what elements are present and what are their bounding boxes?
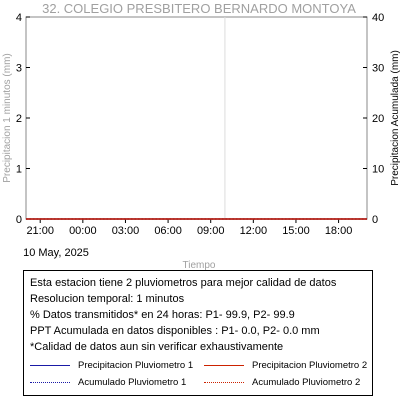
x-tick-label: 09:00 [196,225,225,237]
y-tick-label-right: 20 [372,113,385,125]
legend-swatch [204,382,244,383]
x-tick-label: 21:00 [26,225,54,237]
info-line-calidad: *Calidad de datos aun sin verificar exhaustivamente [30,341,284,353]
y-tick-label-left: 0 [15,214,22,226]
legend-item-acum-p2 [204,377,360,388]
x-tick-label: 03:00 [111,225,140,237]
y-axis-right-label: Precipitacion Acumulada (mm) [390,50,401,186]
info-line-pluviometros: Esta estacion tiene 2 pluviometros para mejor calidad de datos [30,277,337,289]
legend-item-acum-p1 [30,377,186,388]
chart-title: 32. COLEGIO PRESBITERO BERNARDO MONTOYA [42,1,356,16]
info-legend-box [23,270,373,396]
x-tick-label: 12:00 [239,225,268,237]
y-tick-label-left: 2 [15,113,22,125]
y-tick-label-left: 1 [15,163,22,176]
x-tick-label: 15:00 [282,225,310,237]
y-tick-label-left: 4 [15,12,22,24]
legend-swatch [204,365,244,366]
y-tick-label-left: 3 [15,62,22,75]
y-tick-label-right: 40 [372,12,385,24]
legend-item-precip-p2 [204,360,367,371]
x-date-label: 10 May, 2025 [23,247,89,259]
y-tick-label-right: 30 [372,62,385,75]
info-line-resolucion: Resolucion temporal: 1 minutos [30,293,185,305]
x-tick-label: 06:00 [154,225,182,237]
y-tick-label-right: 10 [372,163,385,176]
info-line-datos-transmitidos: % Datos transmitidos* en 24 horas: P1- 99.9, P2- 99.9 [30,309,295,321]
legend-item-precip-p1 [30,360,193,371]
legend-label: Precipitacion Pluviometro 2 [252,360,368,371]
legend-label: Precipitacion Pluviometro 1 [78,360,194,371]
legend-label: Acumulado Pluviometro 1 [78,377,187,388]
info-line-ppt-acumulada: PPT Acumulada en datos disponibles : P1- 0.0, P2- 0.0 mm [30,325,320,337]
x-tick-label: 00:00 [69,225,97,237]
legend-swatch [30,365,70,366]
plot-frame [26,17,367,219]
x-axis-label: Tiempo [182,260,216,270]
y-axis-left-label: Precipitacion 1 minutos (mm) [2,53,13,183]
legend-label: Acumulado Pluviometro 2 [252,377,361,388]
x-tick-label: 18:00 [324,225,353,237]
y-tick-label-right: 0 [372,214,379,226]
legend-swatch [30,382,70,383]
